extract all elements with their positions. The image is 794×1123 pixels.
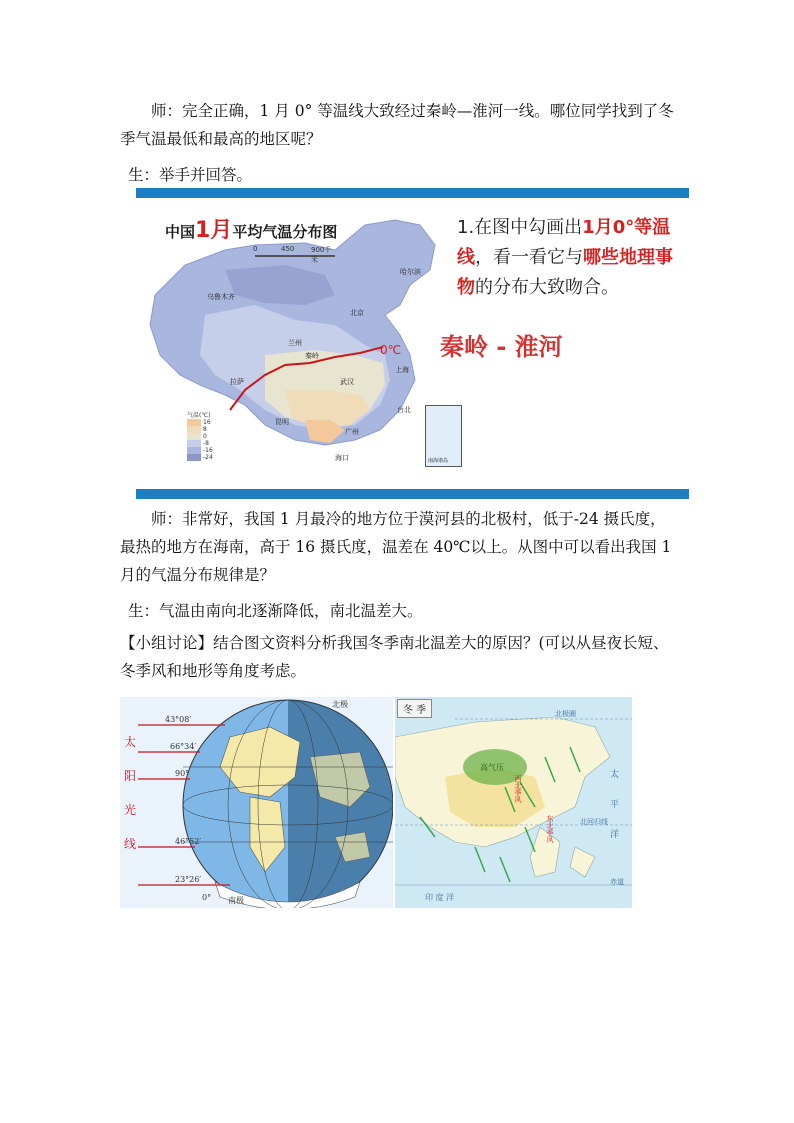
pacific-label-2: 平: [610, 800, 620, 810]
paragraph-teacher-1: 师：完全正确，1 月 0° 等温线大致经过秦岭—淮河一线。哪位同学找到了冬季气温最低和最高的地区呢？: [120, 102, 674, 148]
high-pressure-label: 高气压: [480, 763, 504, 772]
legend-value: -24: [203, 454, 213, 461]
pacific-label-1: 太: [610, 770, 620, 780]
task-text-1: 1.在图中勾画出: [457, 217, 583, 238]
globe-illustration: [120, 697, 393, 908]
latitude-46: 46°52′: [175, 837, 202, 846]
temperature-legend: [187, 410, 227, 461]
south-pole-label: 南极: [228, 896, 244, 905]
legend-value: 0: [203, 433, 207, 440]
city-beijing: 北京: [350, 309, 364, 317]
inset-label: 南海诸岛: [428, 458, 449, 464]
slide-bottom-bar: [136, 489, 689, 499]
paragraph-student-2: 生：气温由南向北逐渐降低，南北温差大。: [128, 602, 423, 620]
city-guangzhou: 广州: [345, 428, 359, 436]
latitude-43: 43°08′: [165, 715, 192, 724]
legend-title: 气温(℃): [187, 412, 211, 419]
answer-qinling-huaihe: 秦岭 - 淮河: [440, 333, 563, 361]
city-lanzhou: 兰州: [288, 339, 302, 347]
city-haikou: 海口: [335, 454, 349, 462]
paragraph-group-discussion: 【小组讨论】结合图文资料分析我国冬季南北温差大的原因？(可以从昼夜长短、冬季风和地形等角度考虑。: [120, 634, 669, 680]
equator-label: 赤道: [610, 878, 624, 886]
north-pole-label: 北极: [332, 700, 348, 709]
city-qinling: 秦岭: [305, 352, 319, 360]
slide-top-bar: [136, 188, 689, 198]
scale-900: 900千米: [311, 246, 332, 264]
map-title-prefix: 中国: [165, 223, 196, 241]
zero-isotherm-label: 0℃: [380, 343, 402, 357]
task-instruction: [457, 213, 687, 303]
task-text-3: 的分布大致吻合。: [475, 277, 619, 298]
sunlight-char: 线: [124, 837, 137, 851]
season-label: 冬 季: [397, 699, 432, 718]
arctic-circle-label: 北极圈: [555, 710, 576, 718]
january-temperature-slide: [145, 205, 690, 485]
paragraph-student-1: 生：举手并回答。: [128, 166, 253, 184]
indian-ocean-label: 印 度 洋: [425, 893, 455, 902]
sunlight-char: 阳: [124, 769, 137, 783]
sunlight-char: 光: [124, 803, 137, 817]
map-title: [165, 213, 337, 244]
latitude-23: 23°26′: [175, 875, 202, 884]
south-china-sea-inset: [425, 405, 462, 467]
city-wuhan: 武汉: [340, 378, 354, 386]
city-shanghai: 上海: [395, 366, 409, 374]
scale-0: 0: [253, 245, 258, 253]
city-harbin: 哈尔滨: [400, 268, 421, 276]
latitude-0: 0°: [202, 893, 212, 902]
winter-monsoon-map: [395, 697, 632, 908]
task-highlight-features: 哪些地理事物: [457, 247, 673, 298]
tropic-label: 北回归线: [580, 818, 608, 826]
map-title-month: 1月: [195, 218, 233, 243]
task-text-2: ，看一看它与: [475, 247, 583, 268]
legend-value: -16: [203, 447, 213, 454]
northwest-monsoon-label: 西北季风: [514, 775, 522, 803]
northeast-monsoon-label: 东北季风: [546, 815, 554, 843]
legend-value: 8: [203, 426, 207, 433]
sunlight-char: 太: [124, 735, 137, 749]
pacific-label-3: 洋: [610, 830, 620, 840]
legend-value: 16: [203, 419, 211, 426]
latitude-90: 90°: [175, 769, 190, 778]
map-scale: [255, 245, 335, 265]
task-highlight-isotherm: 1月0°等温线: [457, 217, 671, 268]
legend-value: -8: [203, 440, 209, 447]
latitude-66: 66°34′: [170, 742, 197, 751]
city-taibei: 台北: [397, 406, 411, 414]
paragraph-teacher-2: 师：非常好，我国 1 月最冷的地方位于漠河县的北极村，低于-24 摄氏度，最热的地方在海南，高于 16 摄氏度，温差在 40℃以上。从图中可以看出我国 1 月的气温分布规律是？: [120, 510, 672, 584]
city-kunming: 昆明: [275, 418, 289, 426]
globe-drawing: [120, 697, 393, 908]
city-urumqi: 乌鲁木齐: [207, 293, 235, 301]
city-lhasa: 拉萨: [230, 378, 244, 386]
scale-450: 450: [281, 245, 295, 253]
map-title-suffix: 平均气温分布图: [232, 223, 338, 241]
